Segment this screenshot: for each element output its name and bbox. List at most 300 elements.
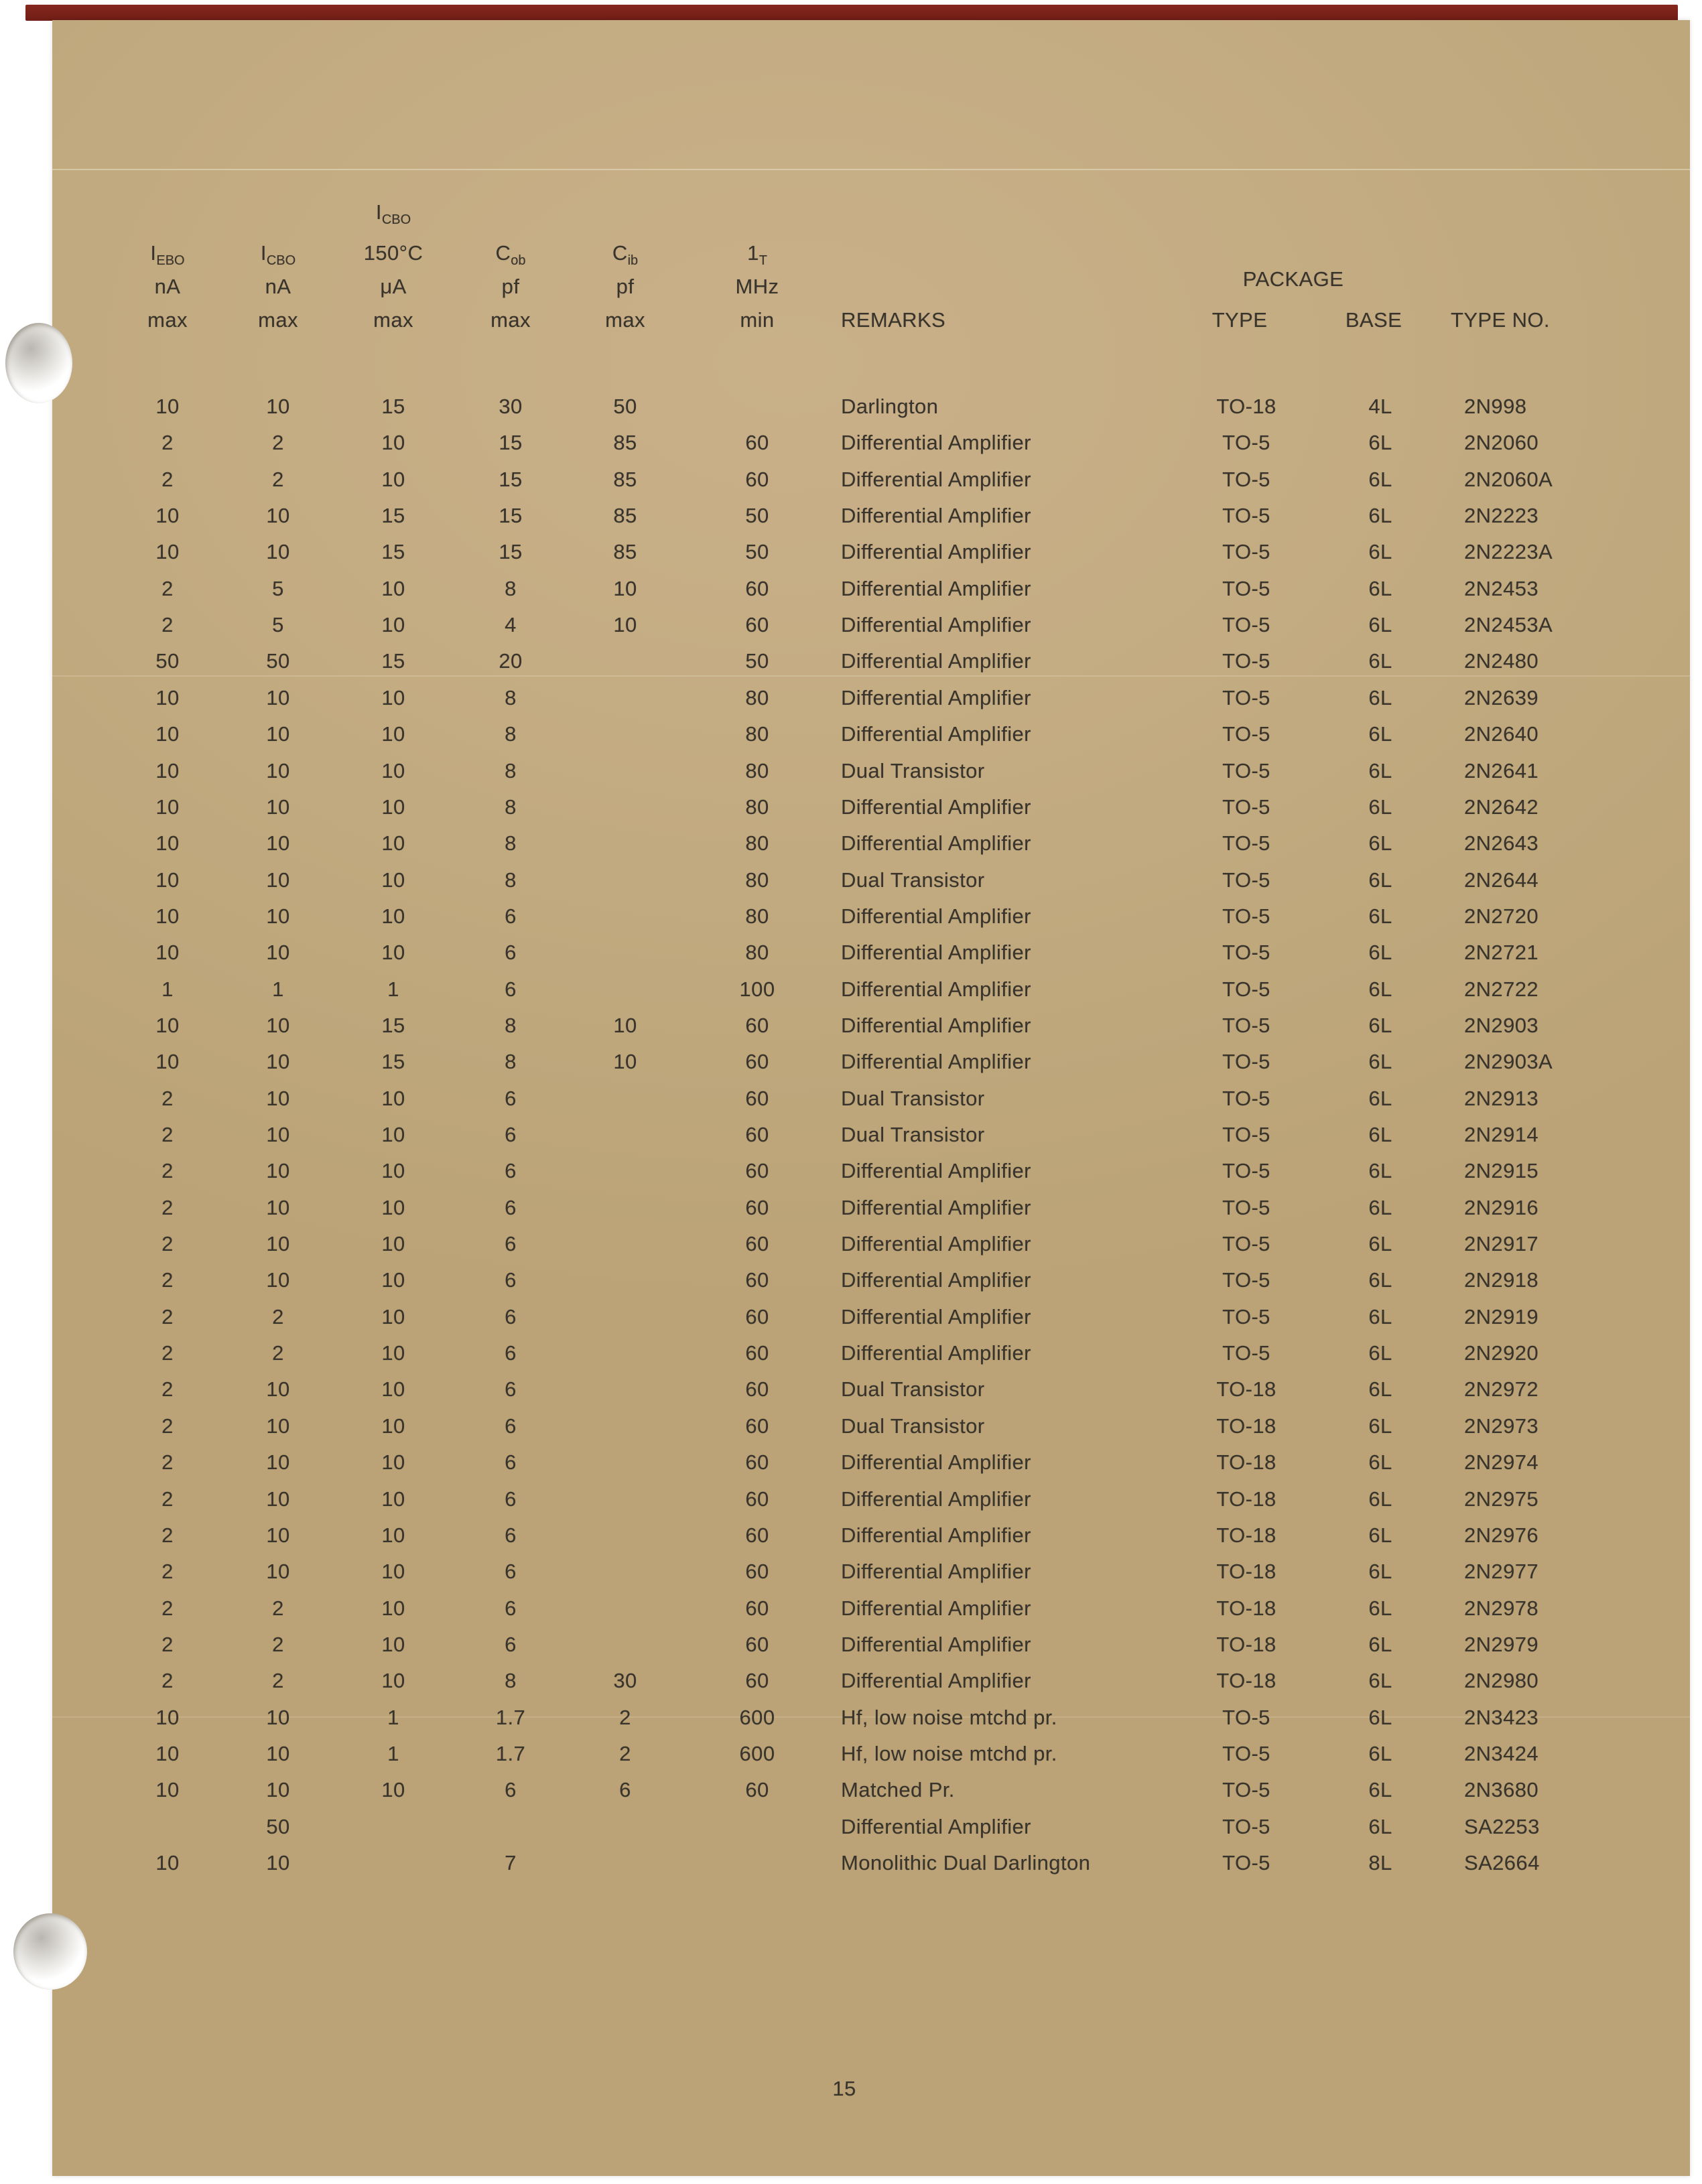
cell-cib bbox=[558, 866, 692, 895]
cell-package-type: TO-5 bbox=[1222, 1304, 1270, 1328]
cell-iebo: 10 bbox=[155, 1851, 180, 1874]
cell-ft: 60 bbox=[745, 1341, 769, 1365]
cell-icbo: 10 bbox=[266, 1013, 290, 1037]
cell-icbo-150c: 10 bbox=[381, 1778, 405, 1802]
header-col-cib: $C_{ib}$ bbox=[612, 241, 639, 268]
cell-type-no: 2N2643 bbox=[1464, 831, 1539, 856]
cell-type-no: 2N2903A bbox=[1464, 1050, 1553, 1074]
cell-icbo-150c: 10 bbox=[381, 1304, 405, 1328]
cell-ft: 80 bbox=[745, 868, 769, 892]
table-row bbox=[0, 1848, 1702, 1878]
cell-cob: 1.7 bbox=[495, 1705, 526, 1729]
cell-icbo-150c: 10 bbox=[381, 1669, 405, 1693]
cell-package-base: 6L bbox=[1368, 1487, 1392, 1511]
cell-icbo: 10 bbox=[266, 904, 290, 928]
cell-icbo-150c: 10 bbox=[381, 1159, 405, 1183]
cell-type-no: 2N2453 bbox=[1464, 576, 1539, 600]
cell-ft bbox=[690, 1812, 824, 1842]
cell-icbo-150c: 10 bbox=[381, 1268, 405, 1292]
table-row bbox=[0, 683, 1702, 713]
cell-icbo: 2 bbox=[272, 1341, 284, 1365]
cell-ft: 50 bbox=[745, 649, 769, 673]
header-col-icbo-150c: 150°C bbox=[363, 241, 423, 265]
cell-type-no: 2N3423 bbox=[1464, 1705, 1539, 1729]
cell-package-type: TO-18 bbox=[1216, 1596, 1276, 1620]
cell-cob: 15 bbox=[499, 467, 523, 491]
cell-remarks: Dual Transistor bbox=[841, 1086, 985, 1110]
cell-cob: 6 bbox=[505, 977, 517, 1001]
cell-type-no: 2N3424 bbox=[1464, 1741, 1539, 1765]
cell-icbo-150c bbox=[326, 1848, 460, 1878]
cell-type-no: 2N2722 bbox=[1464, 977, 1539, 1001]
cell-package-type: TO-5 bbox=[1222, 1741, 1270, 1765]
cell-ft: 80 bbox=[745, 758, 769, 782]
cell-icbo-150c: 10 bbox=[381, 722, 405, 746]
cell-package-type: TO-5 bbox=[1222, 1159, 1270, 1183]
cell-remarks: Dual Transistor bbox=[841, 1377, 985, 1402]
cell-remarks: Differential Amplifier bbox=[841, 613, 1031, 637]
cell-iebo: 10 bbox=[155, 685, 180, 709]
cell-type-no: 2N2920 bbox=[1464, 1341, 1539, 1365]
cell-type-no: 2N2721 bbox=[1464, 941, 1539, 965]
cell-iebo: 2 bbox=[161, 1341, 174, 1365]
table-row bbox=[0, 428, 1702, 458]
cell-remarks: Differential Amplifier bbox=[841, 1341, 1031, 1365]
cell-ft: 60 bbox=[745, 1013, 769, 1037]
cell-iebo: 2 bbox=[161, 1377, 174, 1402]
cell-remarks: Darlington bbox=[841, 395, 939, 418]
cell-icbo: 10 bbox=[266, 1487, 290, 1511]
table-row bbox=[0, 1084, 1702, 1113]
cell-remarks: Differential Amplifier bbox=[841, 540, 1031, 564]
cell-iebo: 10 bbox=[155, 904, 180, 928]
cell-remarks: Differential Amplifier bbox=[841, 1560, 1031, 1584]
cell-package-base: 6L bbox=[1368, 1377, 1392, 1402]
cell-icbo: 10 bbox=[266, 1377, 290, 1402]
cell-package-base: 6L bbox=[1368, 758, 1392, 782]
header-package-type: TYPE bbox=[1212, 308, 1268, 332]
cell-type-no: 2N2060 bbox=[1464, 431, 1539, 455]
header-unit-cib: pf bbox=[616, 275, 635, 298]
table-row bbox=[0, 1630, 1702, 1659]
cell-package-base: 6L bbox=[1368, 1669, 1392, 1693]
header-unit-iebo: nA bbox=[154, 275, 181, 298]
cell-type-no: 2N2979 bbox=[1464, 1632, 1539, 1656]
cell-icbo-150c: 10 bbox=[381, 685, 405, 709]
cell-iebo: 2 bbox=[161, 431, 174, 455]
cell-cob bbox=[444, 1812, 578, 1842]
cell-cib: 85 bbox=[613, 504, 637, 528]
cell-cib bbox=[558, 1630, 692, 1659]
cell-package-type: TO-18 bbox=[1216, 1487, 1276, 1511]
cell-icbo-150c: 15 bbox=[381, 395, 405, 418]
cell-cib bbox=[558, 720, 692, 749]
cell-remarks: Differential Amplifier bbox=[841, 1013, 1031, 1037]
cell-cib bbox=[558, 1120, 692, 1150]
cell-package-base: 6L bbox=[1368, 431, 1392, 455]
cell-remarks: Dual Transistor bbox=[841, 1123, 985, 1146]
cell-icbo-150c: 15 bbox=[381, 1013, 405, 1037]
cell-icbo: 10 bbox=[266, 831, 290, 856]
cell-cib bbox=[558, 1412, 692, 1441]
cell-remarks: Differential Amplifier bbox=[841, 1268, 1031, 1292]
cell-icbo-150c: 10 bbox=[381, 1232, 405, 1256]
cell-icbo: 10 bbox=[266, 395, 290, 418]
table-row bbox=[0, 1412, 1702, 1441]
table-row bbox=[0, 829, 1702, 858]
cell-icbo: 10 bbox=[266, 941, 290, 965]
cell-package-base: 6L bbox=[1368, 576, 1392, 600]
header-qual-icbo: max bbox=[258, 308, 298, 332]
cell-package-type: TO-5 bbox=[1222, 685, 1270, 709]
cell-package-type: TO-5 bbox=[1222, 1123, 1270, 1146]
cell-remarks: Matched Pr. bbox=[841, 1778, 955, 1802]
cell-cib bbox=[558, 793, 692, 822]
header-type-no: TYPE NO. bbox=[1451, 308, 1550, 332]
cell-icbo-150c: 15 bbox=[381, 540, 405, 564]
cell-icbo: 10 bbox=[266, 685, 290, 709]
cell-package-base: 6L bbox=[1368, 977, 1392, 1001]
header-qual-icbo-150c: max bbox=[373, 308, 413, 332]
cell-ft: 80 bbox=[745, 685, 769, 709]
cell-package-base: 6L bbox=[1368, 1778, 1392, 1802]
cell-cob: 15 bbox=[499, 540, 523, 564]
cell-remarks: Differential Amplifier bbox=[841, 1159, 1031, 1183]
cell-package-type: TO-18 bbox=[1216, 1377, 1276, 1402]
cell-cob: 6 bbox=[505, 1560, 517, 1584]
table-row bbox=[0, 1156, 1702, 1186]
cell-icbo-150c: 10 bbox=[381, 1632, 405, 1656]
cell-cob: 6 bbox=[505, 1159, 517, 1183]
cell-iebo: 10 bbox=[155, 1741, 180, 1765]
cell-cib bbox=[558, 902, 692, 931]
cell-ft: 60 bbox=[745, 1487, 769, 1511]
cell-icbo: 2 bbox=[272, 1596, 284, 1620]
cell-package-type: TO-5 bbox=[1222, 758, 1270, 782]
cell-icbo-150c: 10 bbox=[381, 758, 405, 782]
cell-ft: 60 bbox=[745, 1232, 769, 1256]
cell-package-base: 6L bbox=[1368, 795, 1392, 819]
cell-package-type: TO-5 bbox=[1222, 722, 1270, 746]
cell-remarks: Differential Amplifier bbox=[841, 467, 1031, 491]
cell-package-type: TO-18 bbox=[1216, 1450, 1276, 1475]
table-row bbox=[0, 501, 1702, 531]
cell-package-type: TO-5 bbox=[1222, 1705, 1270, 1729]
table-row bbox=[0, 975, 1702, 1004]
cell-package-base: 6L bbox=[1368, 649, 1392, 673]
cell-package-base: 6L bbox=[1368, 1596, 1392, 1620]
cell-package-base: 6L bbox=[1368, 1123, 1392, 1146]
cell-icbo: 10 bbox=[266, 1851, 290, 1874]
cell-cob: 6 bbox=[505, 1487, 517, 1511]
cell-ft: 60 bbox=[745, 467, 769, 491]
cell-cob: 8 bbox=[505, 576, 517, 600]
cell-iebo: 10 bbox=[155, 395, 180, 418]
cell-iebo: 2 bbox=[161, 1596, 174, 1620]
cell-package-base: 6L bbox=[1368, 1195, 1392, 1219]
table-row bbox=[0, 1812, 1702, 1842]
cell-remarks: Dual Transistor bbox=[841, 868, 985, 892]
cell-type-no: 2N2903 bbox=[1464, 1013, 1539, 1037]
cell-ft: 100 bbox=[739, 977, 775, 1001]
cell-remarks: Differential Amplifier bbox=[841, 504, 1031, 528]
cell-cib bbox=[558, 1557, 692, 1586]
cell-package-type: TO-5 bbox=[1222, 504, 1270, 528]
cell-remarks: Differential Amplifier bbox=[841, 1669, 1031, 1693]
cell-package-type: TO-18 bbox=[1216, 1523, 1276, 1547]
cell-ft: 80 bbox=[745, 795, 769, 819]
cell-iebo: 2 bbox=[161, 1450, 174, 1475]
header-qual-cob: max bbox=[490, 308, 531, 332]
cell-iebo: 50 bbox=[155, 649, 180, 673]
cell-package-type: TO-5 bbox=[1222, 613, 1270, 637]
cell-remarks: Differential Amplifier bbox=[841, 576, 1031, 600]
cell-type-no: 2N2640 bbox=[1464, 722, 1539, 746]
cell-package-base: 6L bbox=[1368, 467, 1392, 491]
cell-remarks: Differential Amplifier bbox=[841, 431, 1031, 455]
cell-package-type: TO-5 bbox=[1222, 431, 1270, 455]
cell-package-base: 6L bbox=[1368, 868, 1392, 892]
cell-package-base: 6L bbox=[1368, 904, 1392, 928]
cell-type-no: 2N2972 bbox=[1464, 1377, 1539, 1402]
cell-icbo: 10 bbox=[266, 540, 290, 564]
cell-icbo: 10 bbox=[266, 1086, 290, 1110]
cell-icbo: 10 bbox=[266, 1705, 290, 1729]
page-top-red-bar bbox=[25, 5, 1678, 21]
cell-remarks: Hf, low noise mtchd pr. bbox=[841, 1741, 1057, 1765]
cell-package-type: TO-5 bbox=[1222, 540, 1270, 564]
cell-icbo-150c: 10 bbox=[381, 1414, 405, 1438]
cell-package-type: TO-18 bbox=[1216, 1632, 1276, 1656]
cell-iebo: 2 bbox=[161, 1487, 174, 1511]
cell-icbo: 10 bbox=[266, 1450, 290, 1475]
table-row bbox=[0, 1703, 1702, 1732]
cell-cib bbox=[558, 683, 692, 713]
cell-icbo-150c: 10 bbox=[381, 613, 405, 637]
cell-remarks: Differential Amplifier bbox=[841, 1232, 1031, 1256]
cell-cib: 30 bbox=[613, 1669, 637, 1693]
cell-cob: 15 bbox=[499, 431, 523, 455]
header-col-cob: $C_{ob}$ bbox=[495, 241, 526, 268]
cell-type-no: 2N2978 bbox=[1464, 1596, 1539, 1620]
cell-iebo: 2 bbox=[161, 1560, 174, 1584]
cell-icbo: 10 bbox=[266, 1523, 290, 1547]
cell-package-base: 6L bbox=[1368, 1450, 1392, 1475]
cell-package-base: 6L bbox=[1368, 1414, 1392, 1438]
cell-package-type: TO-5 bbox=[1222, 868, 1270, 892]
cell-type-no: 2N2644 bbox=[1464, 868, 1539, 892]
header-col-icbo: $I_{CBO}$ bbox=[260, 241, 296, 268]
cell-icbo: 2 bbox=[272, 1632, 284, 1656]
header-remarks: REMARKS bbox=[841, 308, 946, 332]
cell-iebo: 2 bbox=[161, 1123, 174, 1146]
cell-type-no: 2N2639 bbox=[1464, 685, 1539, 709]
header-qual-cib: max bbox=[605, 308, 645, 332]
cell-iebo: 10 bbox=[155, 1705, 180, 1729]
cell-package-base: 6L bbox=[1368, 1232, 1392, 1256]
cell-iebo: 10 bbox=[155, 831, 180, 856]
cell-remarks: Differential Amplifier bbox=[841, 1050, 1031, 1074]
cell-iebo: 2 bbox=[161, 1632, 174, 1656]
cell-ft: 60 bbox=[745, 1123, 769, 1146]
header-qual-iebo: max bbox=[147, 308, 188, 332]
table-row bbox=[0, 1302, 1702, 1332]
cell-ft: 60 bbox=[745, 1632, 769, 1656]
cell-ft: 60 bbox=[745, 1377, 769, 1402]
cell-type-no: SA2664 bbox=[1464, 1851, 1540, 1874]
cell-cob: 8 bbox=[505, 795, 517, 819]
table-row bbox=[0, 1666, 1702, 1696]
cell-cib bbox=[558, 938, 692, 967]
cell-package-type: TO-5 bbox=[1222, 977, 1270, 1001]
cell-cob: 6 bbox=[505, 941, 517, 965]
cell-package-base: 6L bbox=[1368, 1268, 1392, 1292]
cell-remarks: Monolithic Dual Darlington bbox=[841, 1851, 1091, 1874]
cell-cib bbox=[558, 1521, 692, 1550]
cell-cob: 8 bbox=[505, 1013, 517, 1037]
cell-package-type: TO-5 bbox=[1222, 1341, 1270, 1365]
cell-package-base: 6L bbox=[1368, 540, 1392, 564]
cell-cob: 6 bbox=[505, 1523, 517, 1547]
cell-package-base: 6L bbox=[1368, 685, 1392, 709]
cell-cob: 6 bbox=[505, 1086, 517, 1110]
cell-icbo-150c: 10 bbox=[381, 1487, 405, 1511]
cell-iebo: 2 bbox=[161, 613, 174, 637]
cell-type-no: 2N2223A bbox=[1464, 540, 1553, 564]
cell-type-no: 2N2060A bbox=[1464, 467, 1553, 491]
cell-ft: 60 bbox=[745, 1304, 769, 1328]
cell-package-base: 6L bbox=[1368, 1159, 1392, 1183]
cell-icbo-150c: 10 bbox=[381, 1195, 405, 1219]
cell-package-type: TO-5 bbox=[1222, 831, 1270, 856]
cell-cob: 8 bbox=[505, 1669, 517, 1693]
cell-cib bbox=[558, 1266, 692, 1295]
cell-cib bbox=[558, 1375, 692, 1404]
cell-icbo: 50 bbox=[266, 649, 290, 673]
header-icbo-over-label: $I_{CBO}$ bbox=[375, 200, 411, 227]
cell-iebo: 2 bbox=[161, 1523, 174, 1547]
header-unit-ft: MHz bbox=[735, 275, 779, 298]
table-row bbox=[0, 1229, 1702, 1259]
cell-ft bbox=[690, 392, 824, 421]
cell-type-no: 2N998 bbox=[1464, 395, 1527, 418]
cell-ft: 80 bbox=[745, 831, 769, 856]
cell-cob: 8 bbox=[505, 758, 517, 782]
cell-ft: 60 bbox=[745, 1050, 769, 1074]
cell-remarks: Differential Amplifier bbox=[841, 1596, 1031, 1620]
cell-package-type: TO-5 bbox=[1222, 904, 1270, 928]
table-row bbox=[0, 392, 1702, 421]
cell-ft bbox=[690, 1848, 824, 1878]
cell-icbo: 5 bbox=[272, 576, 284, 600]
cell-cib: 10 bbox=[613, 613, 637, 637]
cell-type-no: 2N2223 bbox=[1464, 504, 1539, 528]
table-row bbox=[0, 1521, 1702, 1550]
cell-type-no: 2N2915 bbox=[1464, 1159, 1539, 1183]
cell-cob: 6 bbox=[505, 1341, 517, 1365]
cell-package-base: 6L bbox=[1368, 1705, 1392, 1729]
cell-remarks: Differential Amplifier bbox=[841, 1304, 1031, 1328]
cell-iebo: 10 bbox=[155, 504, 180, 528]
cell-icbo: 10 bbox=[266, 1159, 290, 1183]
cell-iebo: 2 bbox=[161, 467, 174, 491]
cell-cib bbox=[558, 1229, 692, 1259]
cell-package-type: TO-18 bbox=[1216, 1560, 1276, 1584]
cell-cob: 6 bbox=[505, 1596, 517, 1620]
cell-icbo-150c: 10 bbox=[381, 868, 405, 892]
header-unit-icbo: nA bbox=[265, 275, 291, 298]
table-row bbox=[0, 1448, 1702, 1477]
cell-package-base: 6L bbox=[1368, 1086, 1392, 1110]
cell-icbo: 10 bbox=[266, 758, 290, 782]
cell-iebo: 2 bbox=[161, 576, 174, 600]
cell-ft: 600 bbox=[739, 1741, 775, 1765]
cell-remarks: Dual Transistor bbox=[841, 758, 985, 782]
cell-package-base: 6L bbox=[1368, 1741, 1392, 1765]
cell-icbo-150c: 10 bbox=[381, 1523, 405, 1547]
header-package-base: BASE bbox=[1345, 308, 1402, 332]
cell-type-no: 2N2453A bbox=[1464, 613, 1553, 637]
scan-artifact-line bbox=[52, 169, 1690, 170]
cell-iebo: 2 bbox=[161, 1268, 174, 1292]
cell-icbo-150c: 10 bbox=[381, 1341, 405, 1365]
cell-ft: 60 bbox=[745, 1596, 769, 1620]
table-row bbox=[0, 1339, 1702, 1368]
cell-cib: 85 bbox=[613, 467, 637, 491]
cell-icbo: 1 bbox=[272, 977, 284, 1001]
cell-type-no: 2N2720 bbox=[1464, 904, 1539, 928]
cell-package-base: 6L bbox=[1368, 1050, 1392, 1074]
cell-icbo-150c: 10 bbox=[381, 467, 405, 491]
cell-type-no: SA2253 bbox=[1464, 1814, 1540, 1838]
cell-icbo-150c: 1 bbox=[387, 1741, 399, 1765]
cell-iebo: 10 bbox=[155, 1013, 180, 1037]
cell-icbo-150c: 10 bbox=[381, 904, 405, 928]
cell-cob: 30 bbox=[499, 395, 523, 418]
cell-cob: 7 bbox=[505, 1851, 517, 1874]
page-number: 15 bbox=[832, 2077, 856, 2100]
cell-remarks: Differential Amplifier bbox=[841, 904, 1031, 928]
cell-icbo: 10 bbox=[266, 504, 290, 528]
table-row bbox=[0, 1011, 1702, 1040]
cell-ft: 60 bbox=[745, 1560, 769, 1584]
cell-package-base: 6L bbox=[1368, 831, 1392, 856]
cell-iebo: 10 bbox=[155, 795, 180, 819]
cell-package-base: 6L bbox=[1368, 722, 1392, 746]
table-row bbox=[0, 1120, 1702, 1150]
cell-icbo: 10 bbox=[266, 1560, 290, 1584]
cell-package-type: TO-5 bbox=[1222, 1814, 1270, 1838]
cell-remarks: Differential Amplifier bbox=[841, 795, 1031, 819]
cell-ft: 60 bbox=[745, 576, 769, 600]
cell-cob: 8 bbox=[505, 831, 517, 856]
cell-cib bbox=[558, 1848, 692, 1878]
cell-icbo-150c: 10 bbox=[381, 795, 405, 819]
cell-remarks: Hf, low noise mtchd pr. bbox=[841, 1705, 1057, 1729]
cell-iebo: 1 bbox=[161, 977, 174, 1001]
cell-type-no: 2N2641 bbox=[1464, 758, 1539, 782]
cell-package-type: TO-5 bbox=[1222, 1050, 1270, 1074]
cell-remarks: Differential Amplifier bbox=[841, 1632, 1031, 1656]
cell-icbo: 10 bbox=[266, 1232, 290, 1256]
cell-type-no: 2N3680 bbox=[1464, 1778, 1539, 1802]
cell-ft: 600 bbox=[739, 1705, 775, 1729]
cell-type-no: 2N2980 bbox=[1464, 1669, 1539, 1693]
cell-type-no: 2N2974 bbox=[1464, 1450, 1539, 1475]
cell-type-no: 2N2976 bbox=[1464, 1523, 1539, 1547]
cell-package-base: 6L bbox=[1368, 1304, 1392, 1328]
cell-remarks: Differential Amplifier bbox=[841, 722, 1031, 746]
